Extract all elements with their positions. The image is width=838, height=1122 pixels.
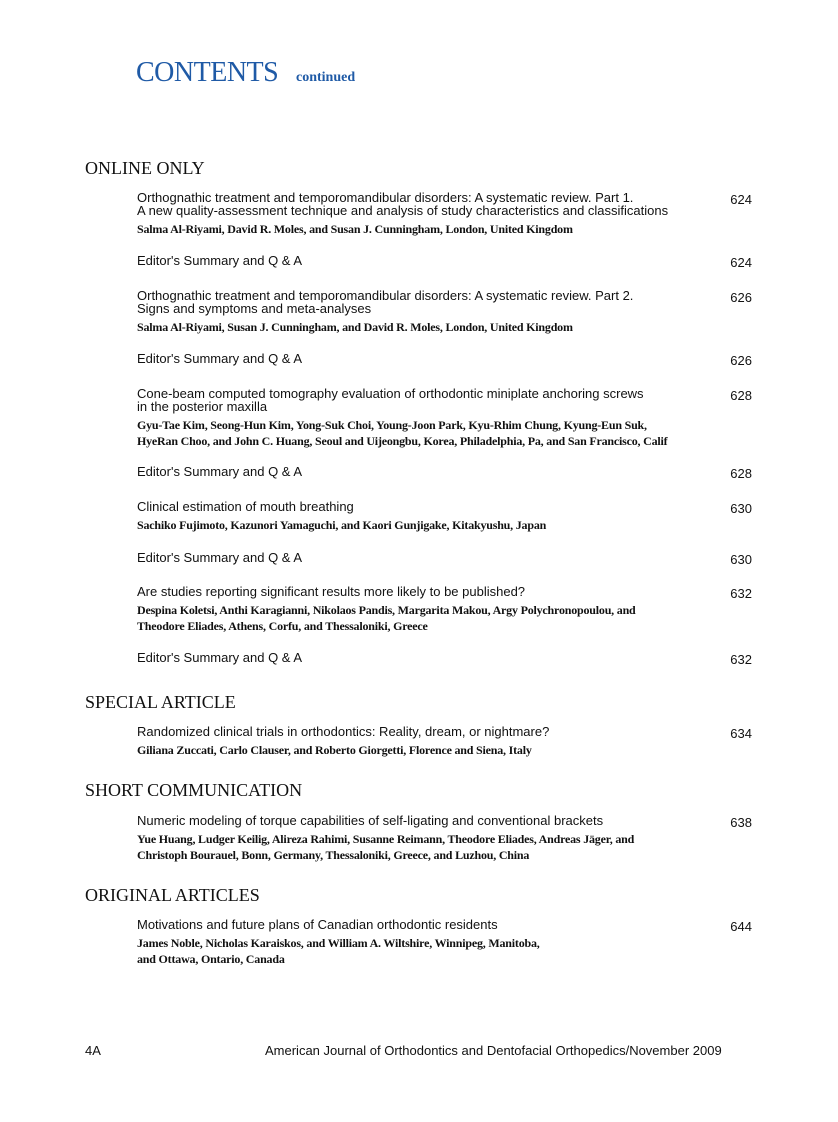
entry-authors: Giliana Zuccati, Carlo Clauser, and Roberto Giorgetti, Florence and Siena, Italy bbox=[137, 743, 532, 757]
entry-authors: Yue Huang, Ludger Keilig, Alireza Rahimi, Susanne Reimann, Theodore Eliades, Andreas Jäger, and Christoph Bourauel, Bonn, Germany, Thessaloniki, Greece, and Luzhou, China bbox=[137, 832, 635, 862]
page-title: CONTENTS bbox=[136, 57, 279, 88]
entry-page-number: 632 bbox=[730, 586, 752, 601]
entry-title[interactable]: Randomized clinical trials in orthodontics: Reality, dream, or nightmare? bbox=[137, 724, 550, 739]
entry-page-number: 644 bbox=[730, 919, 752, 934]
section-heading: ONLINE ONLY bbox=[85, 158, 205, 178]
section-heading: ORIGINAL ARTICLES bbox=[85, 885, 260, 905]
entry-authors: Sachiko Fujimoto, Kazunori Yamaguchi, and Kaori Gunjigake, Kitakyushu, Japan bbox=[137, 518, 547, 532]
entry-page-number: 624 bbox=[730, 255, 752, 270]
entry-authors: Despina Koletsi, Anthi Karagianni, Nikolaos Pandis, Margarita Makou, Argy Polychronopoulou, and Theodore Eliades, Athens, Corfu, and Thessaloniki, Greece bbox=[137, 603, 636, 633]
entry-page-number: 626 bbox=[730, 290, 752, 305]
entry-authors: James Noble, Nicholas Karaiskos, and William A. Wiltshire, Winnipeg, Manitoba, and Ottawa, Ontario, Canada bbox=[137, 936, 540, 966]
entry-page-number: 632 bbox=[730, 652, 752, 667]
entry-authors: Gyu-Tae Kim, Seong-Hun Kim, Yong-Suk Choi, Young-Joon Park, Kyu-Rhim Chung, Kyung-Eun Suk, HyeRan Choo, and John C. Huang, Seoul and Uijeongbu, Korea, Philadelphia, Pa, and San Francisco, Calif bbox=[137, 418, 668, 448]
entry-page-number: 626 bbox=[730, 353, 752, 368]
entry-page-number: 628 bbox=[730, 466, 752, 481]
entry-title[interactable]: Orthognathic treatment and temporomandibular disorders: A systematic review. Part 1. A new quality-assessment technique and analysis of study characteristics and classifications bbox=[137, 190, 669, 218]
entry-title[interactable]: Editor's Summary and Q & A bbox=[137, 464, 303, 479]
entry-title[interactable]: Editor's Summary and Q & A bbox=[137, 351, 303, 366]
entry-title[interactable]: Motivations and future plans of Canadian orthodontic residents bbox=[137, 917, 498, 932]
entry-authors: Salma Al-Riyami, David R. Moles, and Susan J. Cunningham, London, United Kingdom bbox=[137, 222, 573, 236]
entry-title[interactable]: Clinical estimation of mouth breathing bbox=[137, 499, 354, 514]
entry-authors: Salma Al-Riyami, Susan J. Cunningham, and David R. Moles, London, United Kingdom bbox=[137, 320, 573, 334]
section-heading: SPECIAL ARTICLE bbox=[85, 692, 236, 712]
entry-page-number: 624 bbox=[730, 192, 752, 207]
entry-page-number: 638 bbox=[730, 815, 752, 830]
entry-page-number: 628 bbox=[730, 388, 752, 403]
entry-page-number: 630 bbox=[730, 501, 752, 516]
entry-title[interactable]: Editor's Summary and Q & A bbox=[137, 550, 303, 565]
entry-title[interactable]: Editor's Summary and Q & A bbox=[137, 650, 303, 665]
entry-title[interactable]: Numeric modeling of torque capabilities of self-ligating and conventional brackets bbox=[137, 813, 604, 828]
entry-page-number: 634 bbox=[730, 726, 752, 741]
entry-title[interactable]: Cone-beam computed tomography evaluation of orthodontic miniplate anchoring screws in the posterior maxilla bbox=[137, 386, 644, 414]
entry-title[interactable]: Are studies reporting significant results more likely to be published? bbox=[137, 584, 526, 599]
footer-journal: American Journal of Orthodontics and Dentofacial Orthopedics/November 2009 bbox=[265, 1043, 722, 1058]
continued-label: continued bbox=[296, 70, 356, 85]
entry-title[interactable]: Editor's Summary and Q & A bbox=[137, 253, 303, 268]
section-heading: SHORT COMMUNICATION bbox=[85, 780, 303, 800]
entry-title[interactable]: Orthognathic treatment and temporomandibular disorders: A systematic review. Part 2. Signs and symptoms and meta-analyses bbox=[137, 288, 634, 316]
entry-page-number: 630 bbox=[730, 552, 752, 567]
footer-page-number: 4A bbox=[85, 1043, 101, 1058]
